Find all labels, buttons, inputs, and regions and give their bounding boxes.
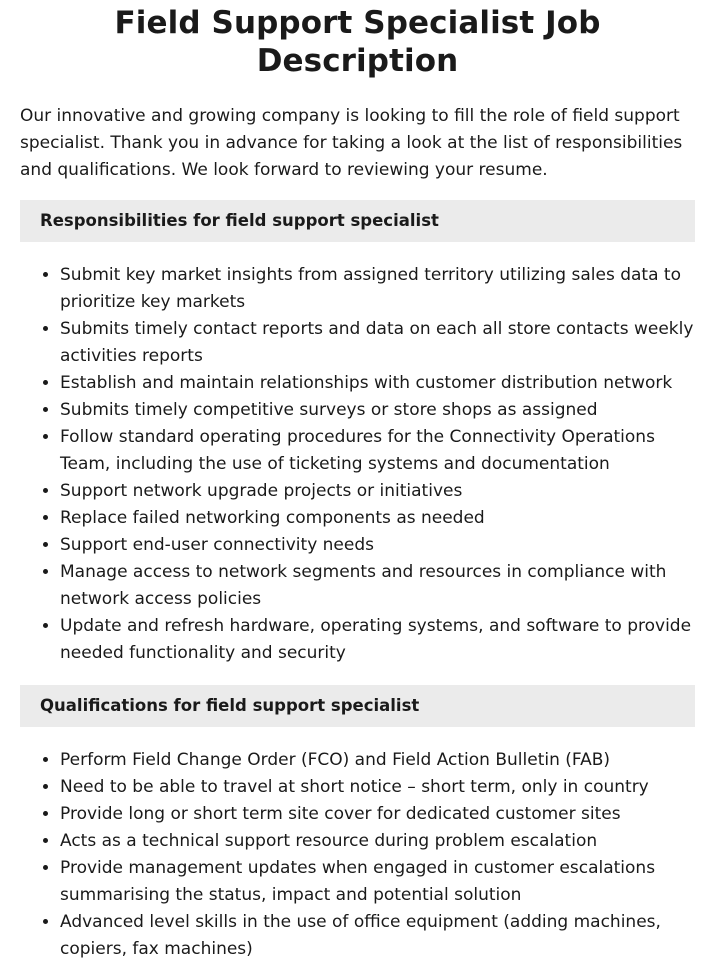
responsibilities-heading: Responsibilities for field support specialist (20, 200, 695, 242)
qualifications-heading: Qualifications for field support specialist (20, 685, 695, 727)
list-item: • Support network upgrade projects or initiatives (60, 478, 695, 505)
list-item: • Manage access to network segments and resources in compliance with network access policies (60, 559, 695, 613)
intro-paragraph: Our innovative and growing company is looking to fill the role of field support specialist. Thank you in advance for taking a look at the list of responsibilities and qualifications. We look forward to reviewing your resume. (20, 106, 683, 180)
list-item: • Perform Field Change Order (FCO) and Field Action Bulletin (FAB) (60, 747, 695, 774)
list-item: • Establish and maintain relationships with customer distribution network (60, 370, 695, 397)
list-item: • Provide long or short term site cover for dedicated customer sites (60, 801, 695, 828)
list-item: • Support end-user connectivity needs (60, 532, 695, 559)
list-item: • Follow standard operating procedures for the Connectivity Operations Team, including the use of ticketing systems and documentation (60, 424, 695, 478)
list-item: • Submits timely contact reports and data on each all store contacts weekly activities reports (60, 316, 695, 370)
list-item: • Need to be able to travel at short notice – short term, only in country (60, 774, 695, 801)
list-item: • Submit key market insights from assigned territory utilizing sales data to prioritize key markets (60, 262, 695, 316)
list-item: • Advanced level skills in the use of office equipment (adding machines, copiers, fax machines) (60, 909, 695, 963)
list-item: • Provide management updates when engaged in customer escalations summarising the status, impact and potential solution (60, 855, 695, 909)
page-title: Field Support Specialist Job Description (114, 5, 601, 79)
list-item: • Submits timely competitive surveys or store shops as assigned (60, 397, 695, 424)
responsibilities-list (20, 262, 695, 667)
qualifications-list (20, 747, 695, 963)
list-item: • Acts as a technical support resource during problem escalation (60, 828, 695, 855)
list-item: • Update and refresh hardware, operating systems, and software to provide needed functionality and security (60, 613, 695, 667)
list-item: • Replace failed networking components as needed (60, 505, 695, 532)
